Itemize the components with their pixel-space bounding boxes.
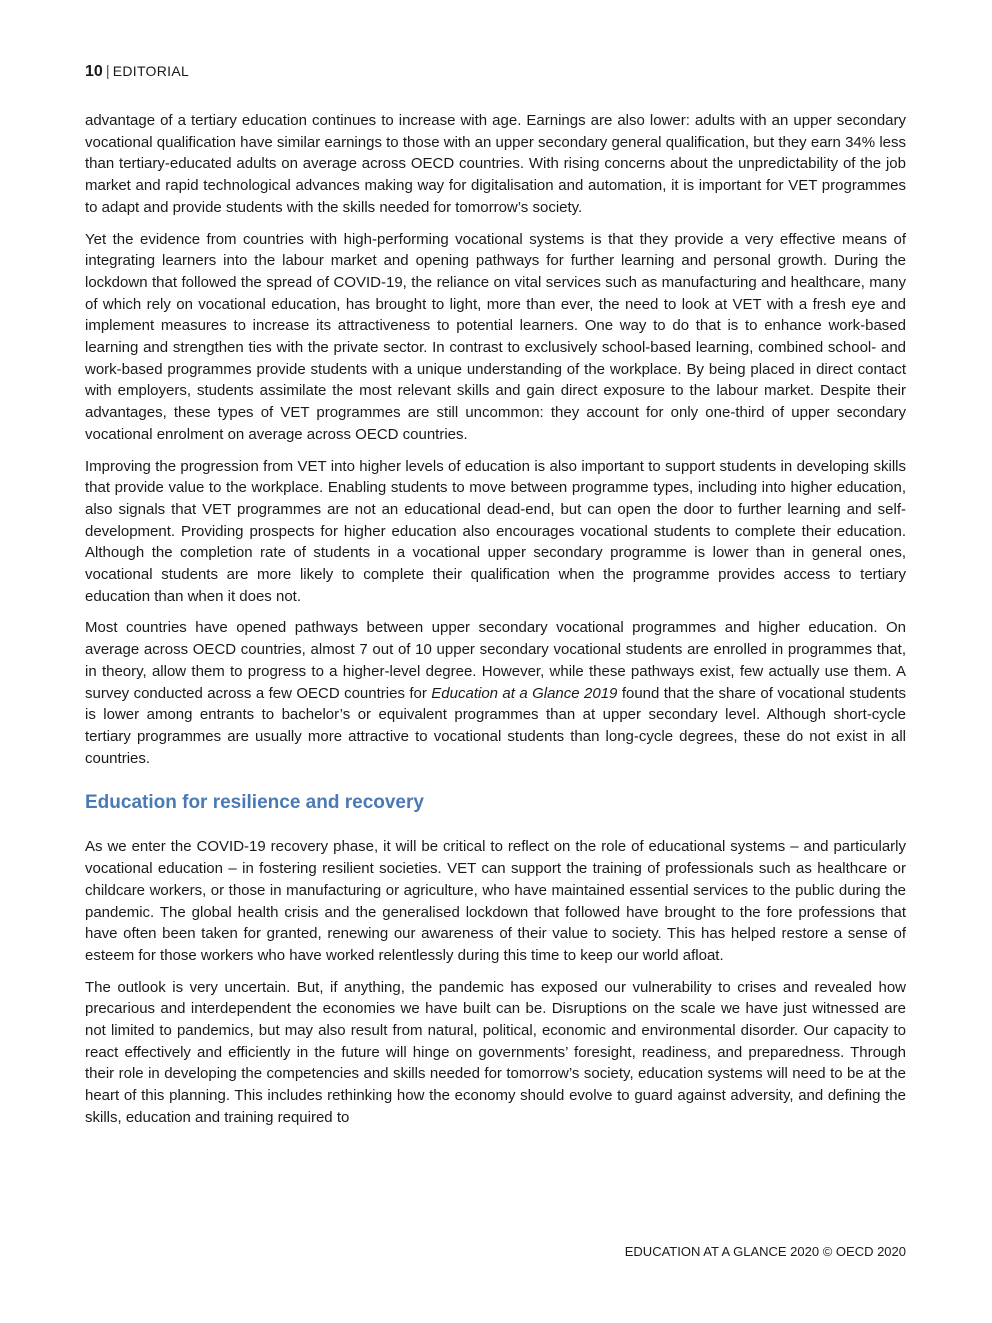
section-label: EDITORIAL	[112, 63, 190, 79]
page-footer: EDUCATION AT A GLANCE 2020 © OECD 2020	[624, 1244, 906, 1259]
body-text	[85, 110, 906, 1139]
paragraph: As we enter the COVID-19 recovery phase, it will be critical to reflect on the role of educational systems – and particularly vocational education – in fostering resilient societies. VET can support the training of professionals such as healthcare or childcare workers, or those in manufacturing or agriculture, who have maintained essential services to the public during the pandemic. The global health crisis and the generalised lockdown that followed have brought to the fore professions that have often been taken for granted, renewing our awareness of their value to society. This has helped restore a sense of esteem for those workers who have worked relentlessly during this time to keep our world afloat.	[85, 838, 906, 964]
paragraph: advantage of a tertiary education continues to increase with age. Earnings are also lower: adults with an upper secondary vocational qualification have similar earnings to those with an upper secondary general qualification, but they earn 34% less than tertiary-educated adults on average across OECD countries. With rising concerns about the unpredictability of the job market and rapid technological advances making way for digitalisation and automation, it is important for VET programmes to adapt and provide students with the skills needed for tomorrow’s society.	[85, 112, 906, 216]
paragraph-text: found that the share of vocational students is lower among entrants to bachelor’s or equivalent programmes than at upper secondary level. Although short-cycle tertiary programmes are usually more attractive to vocational students than long-cycle degrees, these do not exist in all countries.	[85, 684, 906, 767]
header-separator: |	[105, 63, 110, 80]
paragraph: Improving the progression from VET into higher levels of education is also important to support students in developing skills that provide value to the workplace. Enabling students to move between programme types, including into higher education, also signals that VET programmes are not an educational dead-end, but can open the door to further learning and self-development. Providing prospects for higher education also encourages vocational students to complete their education. Although the completion rate of students in a vocational upper secondary programme is lower than in general ones, vocational students are more likely to complete their qualification when the programme provides access to tertiary education than when it does not.	[85, 457, 906, 605]
paragraph	[85, 617, 906, 769]
publication-title: Education at a Glance 2019	[431, 684, 618, 702]
paragraph: The outlook is very uncertain. But, if anything, the pandemic has exposed our vulnerability to crises and revealed how precarious and interdependent the economies we have built can be. Disruptions on the scale we have just witnessed are not limited to pandemics, but may also result from natural, political, economic and environmental disorder. Our capacity to react effectively and efficiently in the future will hinge on governments’ foresight, readiness, and preparedness. Through their role in developing the competencies and skills needed for tomorrow’s society, education systems will need to be at the heart of this planning. This includes rethinking how the economy should evolve to guard against adversity, and defining the skills, education and training required to	[85, 978, 906, 1126]
paragraph-text: Most countries have opened pathways between upper secondary vocational programmes and higher education. On average across OECD countries, almost 7 out of 10 upper secondary vocational students are enrolled in programmes that, in theory, allow them to progress to a higher-level degree. However, while these pathways exist, few actually use them. A survey conducted across a few OECD countries for	[85, 619, 906, 702]
running-header	[85, 63, 189, 81]
page-number: 10	[85, 63, 103, 80]
paragraph: Yet the evidence from countries with high-performing vocational systems is that they provide a very effective means of integrating learners into the labour market and opening pathways for further learning and personal growth. During the lockdown that followed the spread of COVID-19, the reliance on vital services such as manufacturing and healthcare, many of which rely on vocational education, has brought to light, more than ever, the need to look at VET with a fresh eye and implement measures to increase its attractiveness to potential learners. One way to do that is to enhance work-based learning and strengthen ties with the private sector. In contrast to exclusively school-based learning, combined school- and work-based programmes provide students with a unique understanding of the workplace. By being placed in direct contact with employers, students assimilate the most relevant skills and gain direct exposure to the labour market. Despite their advantages, these types of VET programmes are still uncommon: they account for only one-third of upper secondary vocational enrolment on average across OECD countries.	[85, 230, 906, 443]
section-heading: Education for resilience and recovery	[85, 792, 424, 814]
